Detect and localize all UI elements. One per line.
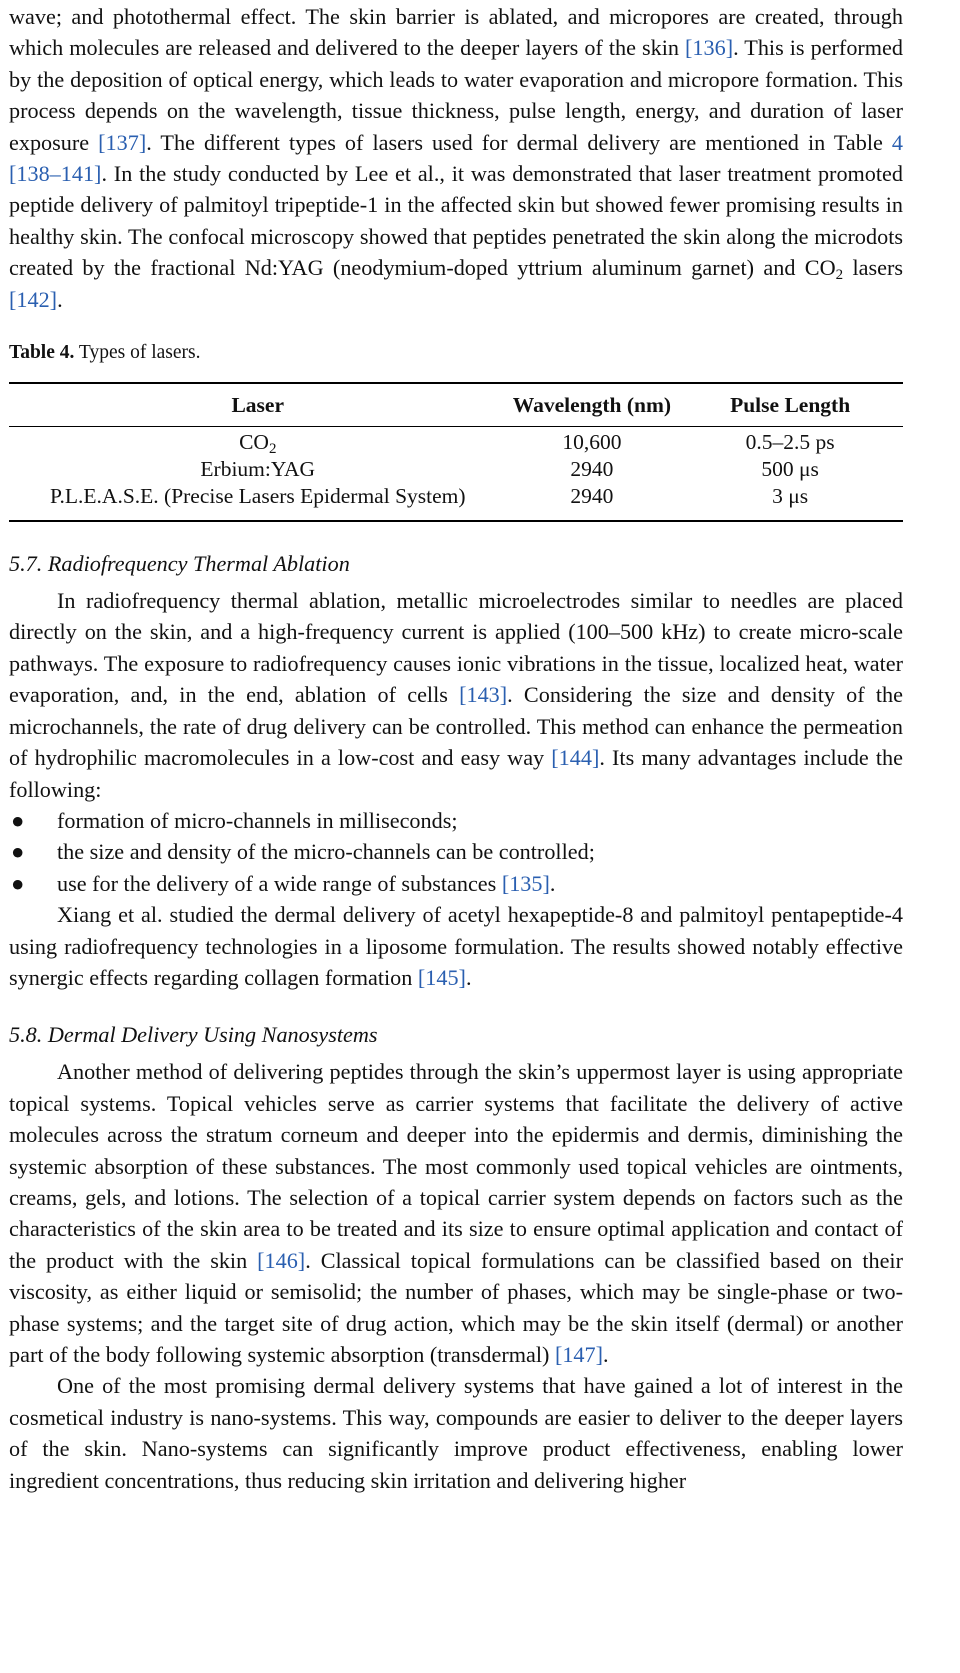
body-paragraph-rf-ablation <box>9 585 903 805</box>
body-paragraph-xiang <box>9 899 903 993</box>
text-run: . In the study conducted by Lee et al., it was demonstrated that laser treatment promoted peptide delivery of palmitoyl tripeptide-1 in the affected skin but showed fewer promising results in healthy skin. The confocal microscopy showed that peptides penetrated the skin along the microdots created by the fractional Nd:YAG (neodymium-doped yttrium aluminum garnet) and CO <box>9 161 903 281</box>
list-item-text: the size and density of the micro-channels can be controlled; <box>57 839 595 865</box>
table-row <box>9 456 903 483</box>
text-run: . Its many advantages include the following: <box>9 745 903 802</box>
citation-link-146[interactable]: [146] <box>257 1247 306 1273</box>
cell-laser: P.L.E.A.S.E. (Precise Lasers Epidermal System) <box>49 484 466 509</box>
citation-link-144[interactable]: [144] <box>551 745 600 771</box>
cell-pulse: 3 μs <box>772 484 809 509</box>
citation-link-145[interactable]: [145] <box>417 964 466 990</box>
text-run: Xiang et al. studied the dermal delivery of acetyl hexapeptide-8 and palmitoyl pentapeptide-4 using radiofrequency technologies in a liposome formulation. The results showed notably effective synergic effects regarding collagen formation <box>9 902 903 990</box>
citation-link-136[interactable]: [136] <box>685 35 734 61</box>
text-run: . <box>465 964 472 990</box>
citation-link-137[interactable]: [137] <box>98 129 147 155</box>
text-run: . The different types of lasers used for dermal delivery are mentioned in Table <box>146 129 892 155</box>
header-laser: Laser <box>231 393 285 418</box>
table-caption <box>9 340 903 366</box>
bullet-icon: ● <box>11 839 25 865</box>
citation-link-135[interactable]: [135] <box>501 870 550 896</box>
cell-wavelength: 2940 <box>570 457 614 482</box>
paper-page <box>9 0 903 1496</box>
text-run: In radiofrequency thermal ablation, metallic microelectrodes similar to needles are placed directly on the skin, and a high-frequency current is applied (100–500 kHz) to create micro-scale pathways. The exposure to radiofrequency causes ionic vibrations in the tissue, localized heat, water evaporation, and, in the end, ablation of cells <box>9 588 903 708</box>
text-run: lasers <box>843 255 903 281</box>
text-run: . <box>549 870 556 896</box>
list-item <box>9 868 903 899</box>
cell-pulse: 500 μs <box>761 457 819 482</box>
cell-wavelength: 2940 <box>570 484 614 509</box>
cell-text: CO <box>239 430 269 455</box>
table-row <box>9 427 903 457</box>
text-run: . This is performed by the deposition of optical energy, which leads to water evaporation and micropore formation. This process depends on the wavelength, tissue thickness, pulse length, energy, and duration of laser exposure <box>9 35 903 155</box>
list-item-text: use for the delivery of a wide range of substances <box>57 870 502 896</box>
list-item <box>9 805 903 836</box>
table-caption-label: Table 4. <box>9 342 75 364</box>
table-header-row <box>9 383 903 427</box>
bullet-icon: ● <box>11 807 25 833</box>
subscript: 2 <box>835 267 844 284</box>
cell-pulse: 0.5–2.5 ps <box>745 430 835 455</box>
text-run: . <box>603 1342 609 1367</box>
lasers-table <box>9 382 903 522</box>
section-heading-5-7: 5.7. Radiofrequency Thermal Ablation <box>9 551 350 577</box>
body-paragraph-lasers <box>9 1 903 315</box>
table-row <box>9 483 903 521</box>
citation-link-142[interactable]: [142] <box>9 286 58 312</box>
cell-wavelength: 10,600 <box>562 430 622 455</box>
header-wavelength: Wavelength (nm) <box>512 393 672 418</box>
text-run: . Classical topical formulations can be classified based on their viscosity, as either liquid or semisolid; the number of phases, which may be single-phase or two-phase systems; and the target site of drug action, which may be the skin itself (dermal) or another part of the body following systemic absorption (transdermal) <box>9 1247 903 1367</box>
table-caption-text: Types of lasers. <box>74 342 201 364</box>
text-run: . Considering the size and density of the microchannels, the rate of drug delivery can be controlled. This method can enhance the permeation of hydrophilic macromolecules in a low-cost and easy way <box>9 682 903 771</box>
header-pulse-length: Pulse Length <box>730 393 851 418</box>
citation-link-143[interactable]: [143] <box>459 682 508 708</box>
citation-link-138-141[interactable]: [138–141] <box>9 161 102 187</box>
cell-laser: Erbium:YAG <box>200 457 316 482</box>
text-run: Another method of delivering peptides through the skin’s uppermost layer is using appropriate topical systems. Topical vehicles serve as carrier systems that facilitate the delivery of active molecules across the stratum corneum and deeper into the epidermis and dermis, diminishing the systemic absorption of these substances. The most commonly used topical vehicles are ointments, creams, gels, and lotions. The selection of a topical carrier system depends on factors such as the characteristics of the skin area to be treated and its size to ensure optimal application and contact of the product with the skin <box>9 1059 903 1273</box>
table-4-link[interactable]: 4 <box>891 129 903 155</box>
list-item-text: formation of micro-channels in milliseconds; <box>57 807 458 833</box>
text-run: . <box>57 286 63 312</box>
cell-laser <box>9 427 507 457</box>
subscript: 2 <box>268 441 277 458</box>
section-heading-5-8: 5.8. Dermal Delivery Using Nanosystems <box>9 1022 378 1048</box>
citation-link-147[interactable]: [147] <box>554 1342 603 1367</box>
text-run: wave; and photothermal effect. The skin barrier is ablated, and micropores are created, through which molecules are released and delivered to the deeper layers of the skin <box>9 4 903 61</box>
list-item <box>9 836 903 867</box>
body-paragraph-topical <box>9 1056 903 1370</box>
body-paragraph-nanosystems: One of the most promising dermal delivery systems that have gained a lot of interest in the cosmetical industry is nano-systems. This way, compounds are easier to deliver to the deeper layers of the skin. Nano-systems can significantly improve product effectiveness, enabling lower ingredient concentrations, thus reducing skin irritation and delivering higher <box>9 1373 903 1493</box>
bullet-icon: ● <box>11 870 25 896</box>
advantages-list <box>9 805 903 899</box>
